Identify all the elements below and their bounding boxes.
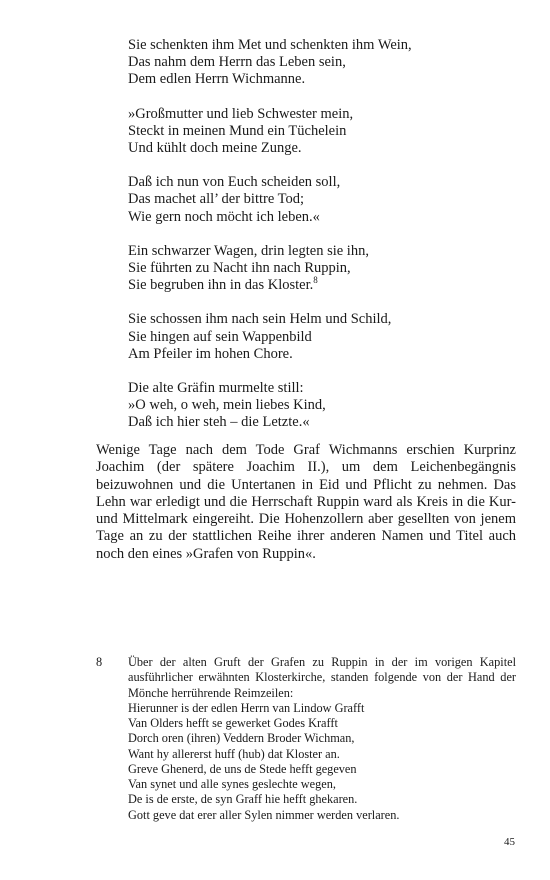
- verse-line: Am Pfeiler im hohen Chore.: [128, 345, 293, 362]
- verse-line: Ein schwarzer Wagen, drin legten sie ihn,: [128, 242, 369, 259]
- footnote-number: 8: [96, 655, 103, 669]
- stanza: [128, 174, 528, 226]
- verse-line: Wie gern noch möcht ich leben.«: [128, 208, 320, 225]
- footnote-verse-line: Hierunner is der edlen Herrn van Lindow Grafft: [128, 700, 365, 715]
- footnote-reference[interactable]: 8: [313, 275, 318, 286]
- verse-line: Und kühlt doch meine Zunge.: [128, 140, 302, 157]
- footnote-verse-line: Gott geve dat erer aller Sylen nimmer werden verlaren.: [128, 807, 400, 822]
- stanza: [128, 243, 528, 295]
- footnote-body: [128, 655, 516, 823]
- footnote-verse-line: Van Olders hefft se gewerket Godes Krafft: [128, 716, 338, 730]
- footnote-verse-line: Want hy allererst huff (hub) dat Kloster an.: [128, 746, 340, 761]
- verse-line: Steckt in meinen Mund ein Tüchelein: [128, 122, 347, 139]
- verse-line: Sie schenkten ihm Met und schenkten ihm Wein,: [128, 37, 412, 53]
- verse-line: Sie führten zu Nacht ihn nach Ruppin,: [128, 260, 351, 277]
- stanza: [128, 311, 528, 363]
- verse-line: Daß ich nun von Euch scheiden soll,: [128, 174, 341, 191]
- verse-line: Sie schossen ihm nach sein Helm und Schild,: [128, 311, 392, 328]
- verse-line: Das machet all’ der bittre Tod;: [128, 191, 305, 208]
- poem: [128, 37, 528, 449]
- footnote-verse-line: De is de erste, de syn Graff hie hefft ghekaren.: [128, 792, 358, 807]
- page-number: 45: [504, 836, 515, 848]
- stanza: [128, 106, 528, 158]
- verse-line: »O weh, o weh, mein liebes Kind,: [128, 397, 326, 414]
- footnote: [96, 655, 516, 823]
- footnote-verse-line: Dorch oren (ihren) Veddern Broder Wichman,: [128, 731, 355, 746]
- verse-line-text: Sie begruben ihn in das Kloster.: [128, 277, 314, 294]
- stanza: [128, 37, 528, 89]
- verse-line: Sie hingen auf sein Wappenbild: [128, 328, 312, 345]
- verse-line: Die alte Gräfin murmelte still:: [128, 380, 304, 397]
- stanza: [128, 380, 528, 432]
- verse-line-with-footnote: [128, 277, 528, 294]
- footnote-verse-line: Van synet und alle synes geslechte wegen,: [128, 777, 336, 791]
- verse-line: Daß ich hier steh – die Letzte.«: [128, 414, 310, 431]
- footnote-text: Über der alten Gruft der Grafen zu Ruppin in der im vorigen Kapitel ausführlicher erwähnten Klosterkirche, standen folgende von der Hand der Mönche herrührende Reimzeilen:: [128, 655, 516, 700]
- verse-line: »Großmutter und lieb Schwester mein,: [128, 105, 354, 122]
- verse-line: Das nahm dem Herrn das Leben sein,: [128, 54, 346, 71]
- footnote-verse-line: Greve Ghenerd, de uns de Stede hefft gegeven: [128, 761, 357, 776]
- body-paragraph: Wenige Tage nach dem Tode Graf Wichmanns erschien Kurprinz Joachim (der spätere Joachim II.), um dem Leichenbegängnis beizuwohnen und die Untertanen in Eid und Pflicht zu nehmen. Das Lehn war erledigt und die Herrschaft Ruppin ward als Kreis in die Kur- und Mittelmark eingereiht. Die Hohenzollern aber gesellten von jenem Tage an zu der stattlichen Reihe ihrer anderen Namen und Titel auch noch den eines »Grafen von Ruppin«.: [96, 442, 516, 562]
- verse-line: Dem edlen Herrn Wichmanne.: [128, 71, 306, 88]
